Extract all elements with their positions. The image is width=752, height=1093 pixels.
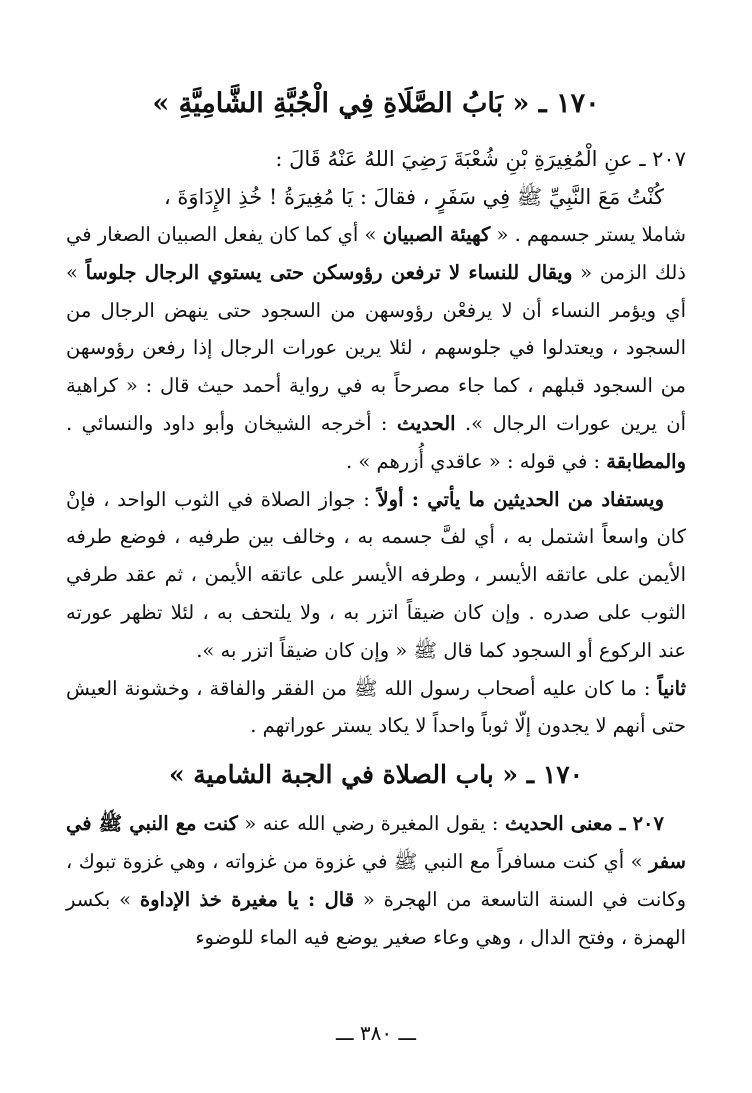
bold-term: ويقال للنساء لا ترفعن رؤوسكن حتى يستوي الرجال جلوساً: [85, 260, 573, 284]
text-run: : ما كان عليه أصحاب رسول الله ﷺ من الفقر والفاقة ، وخشونة العيش حتى أنهم لا يجدون إلّا ثوباً واحداً لا يكاد يستر عوراتهم .: [66, 676, 686, 738]
meaning-paragraph: [66, 805, 686, 956]
text-run: » أي كما كان يفعل الصبيان الصغار في ذلك الزمن «: [66, 223, 686, 284]
bold-term: كنت مع النبي ﷺ في سفر: [66, 812, 686, 873]
bold-term: قال : يا مغيرة خذ الإداوة: [139, 887, 355, 911]
bold-term: كهيئة الصبيان: [382, 223, 491, 246]
bold-term: ويستفاد من الحديثين ما يأتي : أولاً: [377, 487, 664, 511]
commentary-paragraph-1: [66, 216, 686, 481]
commentary-paragraph-3: [66, 670, 686, 746]
text-run: » بكسر الهمزة ، وفتح الدال ، وهي وعاء صغير يوضع فيه الماء للوضوء: [66, 887, 686, 949]
hadith-narrator-line: ٢٠٧ ـ عنِ الْمُغِيرَةِ بْنِ شُعْبَةَ رَضِيَ اللهُ عَنْهُ قَالَ :: [275, 147, 686, 171]
chapter-title: ١٧٠ ـ « بَابُ الصَّلَاةِ فِي الْجُبَّةِ الشَّامِيَّةِ »: [152, 88, 600, 119]
text-run: شاملا يستر جسمهم . «: [490, 223, 686, 246]
text-run: : جواز الصلاة في الثوب الواحد ، فإنْ كان واسعاً اشتمل به ، أي لفَّ جسمه به ، وخالف بين طرفيه ، فوضع طرفه الأيمن على عاتقه الأيسر ، وطرفه الأيسر على عاتقه الأيمن ، ثم عقد طرفي الثوب على صدره . وإن كان ضيقاً اتزر به ، ولا يلتحف به ، لئلا تظهر عورته عند الركوع أو السجود كما قال ﷺ « وإن كان ضيقاً اتزر به ».: [66, 487, 686, 662]
text-run: : يقول المغيرة رضي الله عنه «: [237, 812, 505, 836]
text-run: : في قوله : « عاقدي أُزرهم » .: [346, 449, 607, 473]
bold-term: الحديث: [396, 411, 456, 435]
text-run: » أي ويؤمر النساء أن لا يرفعْن رؤوسهن من السجود حتى ينهض الرجال من السجود ، ويعتدلوا في جلوسهم ، لئلا يرين عورات الرجال إذا رفعن رؤوسهن من السجود قبلهم ، كما جاء مصرحاً به في رواية أحمد حيث قال : « كراهية أن يرين عورات الرجال ».: [66, 260, 686, 435]
bold-term: والمطابقة: [606, 449, 686, 473]
document-page: [66, 84, 686, 1064]
text-run: » أي كنت مسافراً مع النبي ﷺ في غزوة من غزواته ، وهي غزوة تبوك ، وكانت في السنة التاسعة من الهجرة «: [66, 849, 687, 911]
bold-term: ٢٠٧ ـ معنى الحديث: [504, 812, 664, 836]
page-number: ـــ ٣٨٠ ـــ: [335, 1021, 417, 1045]
section-title: ١٧٠ ـ « باب الصلاة في الجبة الشامية »: [168, 760, 584, 790]
text-run: : أخرجه الشيخان وأبو داود والنسائي .: [66, 411, 397, 435]
commentary-paragraph-2: [66, 481, 686, 670]
bold-term: ثانياً: [657, 676, 686, 700]
hadith-text: كُنْتُ مَعَ النَّبِيِّ ﷺ فِي سَفَرٍ ، فقالَ : يَا مُغِيرَةُ ! خُذِ الإِدَاوَةَ ،: [163, 185, 664, 209]
